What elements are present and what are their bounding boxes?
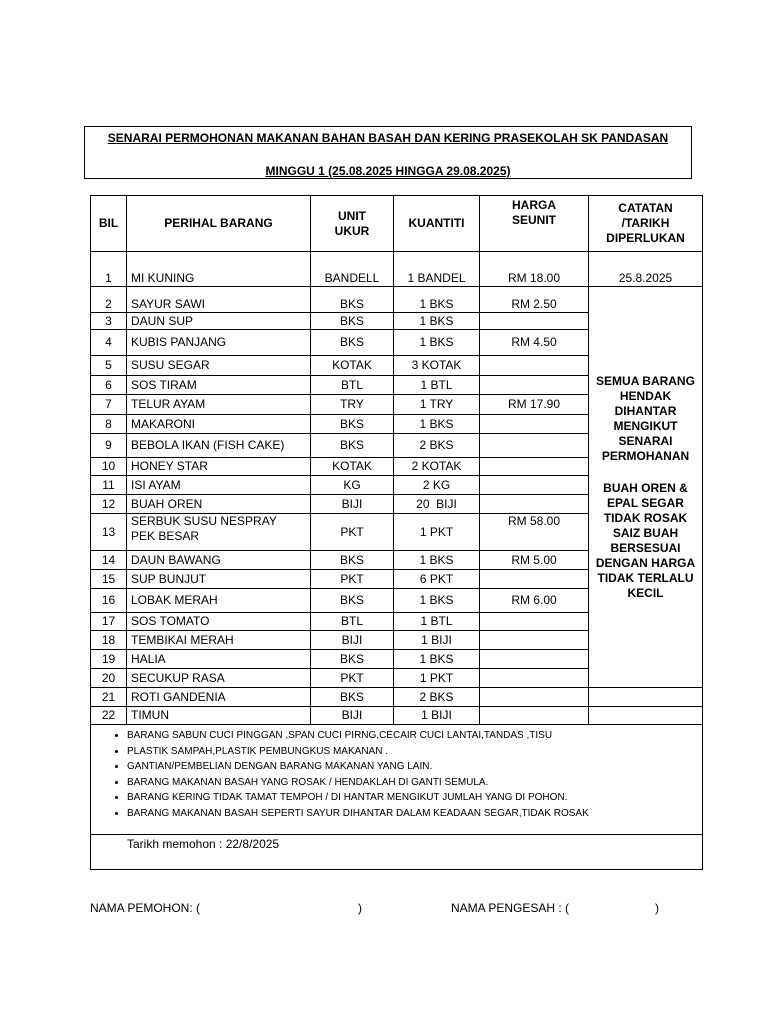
cell-kuantiti: 1 BIJI	[394, 707, 480, 725]
cell-perihal: DAUN BAWANG	[127, 551, 311, 570]
cell-bil: 10	[91, 458, 127, 476]
col-harga: HARGA SEUNIT	[480, 196, 589, 252]
notes-cell	[91, 725, 703, 870]
cell-harga	[480, 495, 589, 514]
cell-unit: BKS	[311, 551, 394, 570]
pemohon-signature	[90, 901, 362, 915]
note-line: TIDAK ROSAK	[603, 510, 688, 525]
cell-kuantiti: 2 BKS	[394, 688, 480, 707]
note-line: DIHANTAR	[614, 403, 677, 418]
cell-unit: BKS	[311, 313, 394, 330]
cell-bil: 15	[91, 570, 127, 589]
cell-kuantiti: 1 PKT	[394, 514, 480, 551]
cell-perihal: DAUN SUP	[127, 313, 311, 330]
cell-bil: 17	[91, 613, 127, 631]
cell-kuantiti: 1 BKS	[394, 313, 480, 330]
cell-harga	[480, 570, 589, 589]
note-item: • BARANG KERING TIDAK TAMAT TEMPOH / DI HANTAR MENGIKUT JUMLAH YANG DI POHON.	[127, 790, 702, 806]
cell-kuantiti: 2 BKS	[394, 434, 480, 458]
cell-unit: BIJI	[311, 495, 394, 514]
cell-harga	[480, 476, 589, 495]
cell-bil: 12	[91, 495, 127, 514]
request-table	[90, 195, 703, 870]
cell-unit: BKS	[311, 434, 394, 458]
cell-harga	[480, 415, 589, 434]
note-line: HENDAK	[619, 388, 672, 403]
cell-kuantiti: 2 KOTAK	[394, 458, 480, 476]
cell-perihal: SUP BUNJUT	[127, 570, 311, 589]
cell-unit: PKT	[311, 514, 394, 551]
cell-unit: KG	[311, 476, 394, 495]
cell-perihal: SAYUR SAWI	[127, 287, 311, 313]
cell-kuantiti: 1 BKS	[394, 415, 480, 434]
cell-catatan-empty	[589, 688, 703, 707]
cell-harga: RM 5.00	[480, 551, 589, 570]
cell-kuantiti: 2 KG	[394, 476, 480, 495]
pengesah-close: )	[655, 901, 659, 915]
cell-perihal: ROTI GANDENIA	[127, 688, 311, 707]
cell-unit: BKS	[311, 287, 394, 313]
cell-harga: RM 6.00	[480, 589, 589, 613]
pengesah-label: NAMA PENGESAH : (	[451, 901, 570, 915]
note-line: KECIL	[627, 585, 664, 600]
note-line: SEMUA BARANG	[596, 373, 695, 388]
cell-bil: 11	[91, 476, 127, 495]
note-line: PERMOHANAN	[601, 448, 690, 463]
cell-bil: 16	[91, 589, 127, 613]
cell-perihal: LOBAK MERAH	[127, 589, 311, 613]
cell-kuantiti: 1 BKS	[394, 287, 480, 313]
col-unit: UNIT UKUR	[311, 196, 394, 252]
cell-unit: BIJI	[311, 707, 394, 725]
title-box	[84, 126, 692, 179]
cell-perihal: TIMUN	[127, 707, 311, 725]
col-perihal: PERIHAL BARANG	[127, 196, 311, 252]
cell-bil: 7	[91, 395, 127, 415]
cell-kuantiti: 1 PKT	[394, 669, 480, 688]
table-row	[91, 287, 703, 313]
note-line: DENGAN HARGA	[595, 555, 696, 570]
cell-unit: PKT	[311, 669, 394, 688]
cell-kuantiti: 1 BIJI	[394, 631, 480, 650]
cell-perihal: HONEY STAR	[127, 458, 311, 476]
cell-kuantiti: 1 BANDEL	[394, 252, 480, 287]
document-subtitle: MINGGU 1 (25.08.2025 HINGGA 29.08.2025)	[265, 164, 511, 178]
table-row	[91, 688, 703, 707]
cell-harga: RM 58.00	[480, 514, 589, 551]
cell-kuantiti: 3 KOTAK	[394, 356, 480, 376]
cell-perihal-line: SERBUK SUSU NESPRAY	[131, 514, 277, 528]
cell-bil: 14	[91, 551, 127, 570]
note-line: SAIZ BUAH	[612, 525, 679, 540]
cell-kuantiti: 1 TRY	[394, 395, 480, 415]
cell-bil: 18	[91, 631, 127, 650]
cell-unit: BKS	[311, 688, 394, 707]
cell-bil: 13	[91, 514, 127, 551]
cell-bil: 1	[91, 252, 127, 287]
cell-perihal: MI KUNING	[127, 252, 311, 287]
cell-perihal: MAKARONI	[127, 415, 311, 434]
cell-perihal: ISI AYAM	[127, 476, 311, 495]
cell-bil: 20	[91, 669, 127, 688]
cell-kuantiti: 1 BTL	[394, 613, 480, 631]
cell-harga	[480, 669, 589, 688]
cell-perihal: TEMBIKAI MERAH	[127, 631, 311, 650]
note-line: MENGIKUT	[613, 418, 678, 433]
cell-perihal: KUBIS PANJANG	[127, 330, 311, 356]
note-item: • GANTIAN/PEMBELIAN DENGAN BARANG MAKANAN YANG LAIN.	[127, 759, 702, 775]
cell-kuantiti: 6 PKT	[394, 570, 480, 589]
col-catatan: CATATAN /TARIKH DIPERLUKAN	[589, 196, 703, 252]
col-bil: BIL	[91, 196, 127, 252]
cell-unit: KOTAK	[311, 356, 394, 376]
pemohon-close: )	[358, 901, 362, 915]
catatan-note	[589, 287, 703, 688]
cell-harga	[480, 434, 589, 458]
cell-unit: BKS	[311, 415, 394, 434]
cell-harga	[480, 688, 589, 707]
cell-bil: 8	[91, 415, 127, 434]
cell-kuantiti: 1 BTL	[394, 376, 480, 395]
cell-harga	[480, 458, 589, 476]
note-item: • BARANG SABUN CUCI PINGGAN ,SPAN CUCI PIRNG,CECAIR CUCI LANTAI,TANDAS ,TISU	[127, 728, 702, 744]
cell-harga: RM 17.90	[480, 395, 589, 415]
cell-harga	[480, 356, 589, 376]
cell-unit: PKT	[311, 570, 394, 589]
cell-unit: BKS	[311, 330, 394, 356]
cell-perihal: SUSU SEGAR	[127, 356, 311, 376]
tarikh-memohon: Tarikh memohon : 22/8/2025	[127, 836, 280, 851]
cell-bil: 22	[91, 707, 127, 725]
cell-perihal: SECUKUP RASA	[127, 669, 311, 688]
cell-unit: BANDELL	[311, 252, 394, 287]
cell-harga	[480, 613, 589, 631]
cell-harga	[480, 707, 589, 725]
cell-unit: BIJI	[311, 631, 394, 650]
cell-bil: 5	[91, 356, 127, 376]
cell-perihal: SOS TOMATO	[127, 613, 311, 631]
cell-bil: 19	[91, 650, 127, 669]
cell-catatan-date: 25.8.2025	[589, 252, 703, 287]
cell-kuantiti: 20 BIJI	[394, 495, 480, 514]
cell-perihal: BUAH OREN	[127, 495, 311, 514]
cell-kuantiti: 1 BKS	[394, 589, 480, 613]
cell-catatan-empty	[589, 707, 703, 725]
pengesah-signature	[451, 901, 659, 915]
cell-bil: 21	[91, 688, 127, 707]
cell-unit: BKS	[311, 650, 394, 669]
document-title: SENARAI PERMOHONAN MAKANAN BAHAN BASAH DAN KERING PRASEKOLAH SK PANDASAN	[107, 131, 669, 145]
cell-harga	[480, 376, 589, 395]
cell-harga	[480, 631, 589, 650]
cell-harga: RM 18.00	[480, 252, 589, 287]
note-item: • BARANG MAKANAN BASAH SEPERTI SAYUR DIHANTAR DALAM KEADAAN SEGAR,TIDAK ROSAK	[127, 806, 702, 822]
cell-bil: 3	[91, 313, 127, 330]
col-kuantiti: KUANTITI	[394, 196, 480, 252]
table-header-row	[91, 196, 703, 252]
cell-bil: 2	[91, 287, 127, 313]
cell-harga	[480, 650, 589, 669]
note-item: • BARANG MAKANAN BASAH YANG ROSAK / HENDAKLAH DI GANTI SEMULA.	[127, 775, 702, 791]
cell-unit: BKS	[311, 589, 394, 613]
cell-perihal-line: PEK BESAR	[131, 529, 200, 543]
cell-perihal: SOS TIRAM	[127, 376, 311, 395]
cell-harga: RM 4.50	[480, 330, 589, 356]
pemohon-label: NAMA PEMOHON: (	[90, 901, 201, 915]
note-line: SENARAI	[618, 433, 673, 448]
table-row	[91, 252, 703, 287]
cell-unit: BTL	[311, 613, 394, 631]
cell-unit: KOTAK	[311, 458, 394, 476]
cell-bil: 9	[91, 434, 127, 458]
cell-kuantiti: 1 BKS	[394, 330, 480, 356]
cell-kuantiti: 1 BKS	[394, 551, 480, 570]
cell-perihal: TELUR AYAM	[127, 395, 311, 415]
tarikh-row	[91, 834, 702, 869]
note-line: BERSESUAI	[610, 540, 681, 555]
note-line: TIDAK TERLALU	[597, 570, 694, 585]
cell-perihal: BEBOLA IKAN (FISH CAKE)	[127, 434, 311, 458]
table-row	[91, 707, 703, 725]
cell-bil: 4	[91, 330, 127, 356]
note-line: BUAH OREN &	[603, 480, 688, 495]
cell-unit: BTL	[311, 376, 394, 395]
cell-unit: TRY	[311, 395, 394, 415]
cell-kuantiti: 1 BKS	[394, 650, 480, 669]
note-item: • PLASTIK SAMPAH,PLASTIK PEMBUNGKUS MAKANAN .	[127, 744, 702, 760]
cell-harga: RM 2.50	[480, 287, 589, 313]
notes-row	[91, 725, 703, 870]
cell-perihal: HALIA	[127, 650, 311, 669]
notes-list	[91, 725, 702, 822]
cell-harga	[480, 313, 589, 330]
cell-perihal	[127, 514, 311, 551]
cell-bil: 6	[91, 376, 127, 395]
note-line: EPAL SEGAR	[607, 495, 684, 510]
